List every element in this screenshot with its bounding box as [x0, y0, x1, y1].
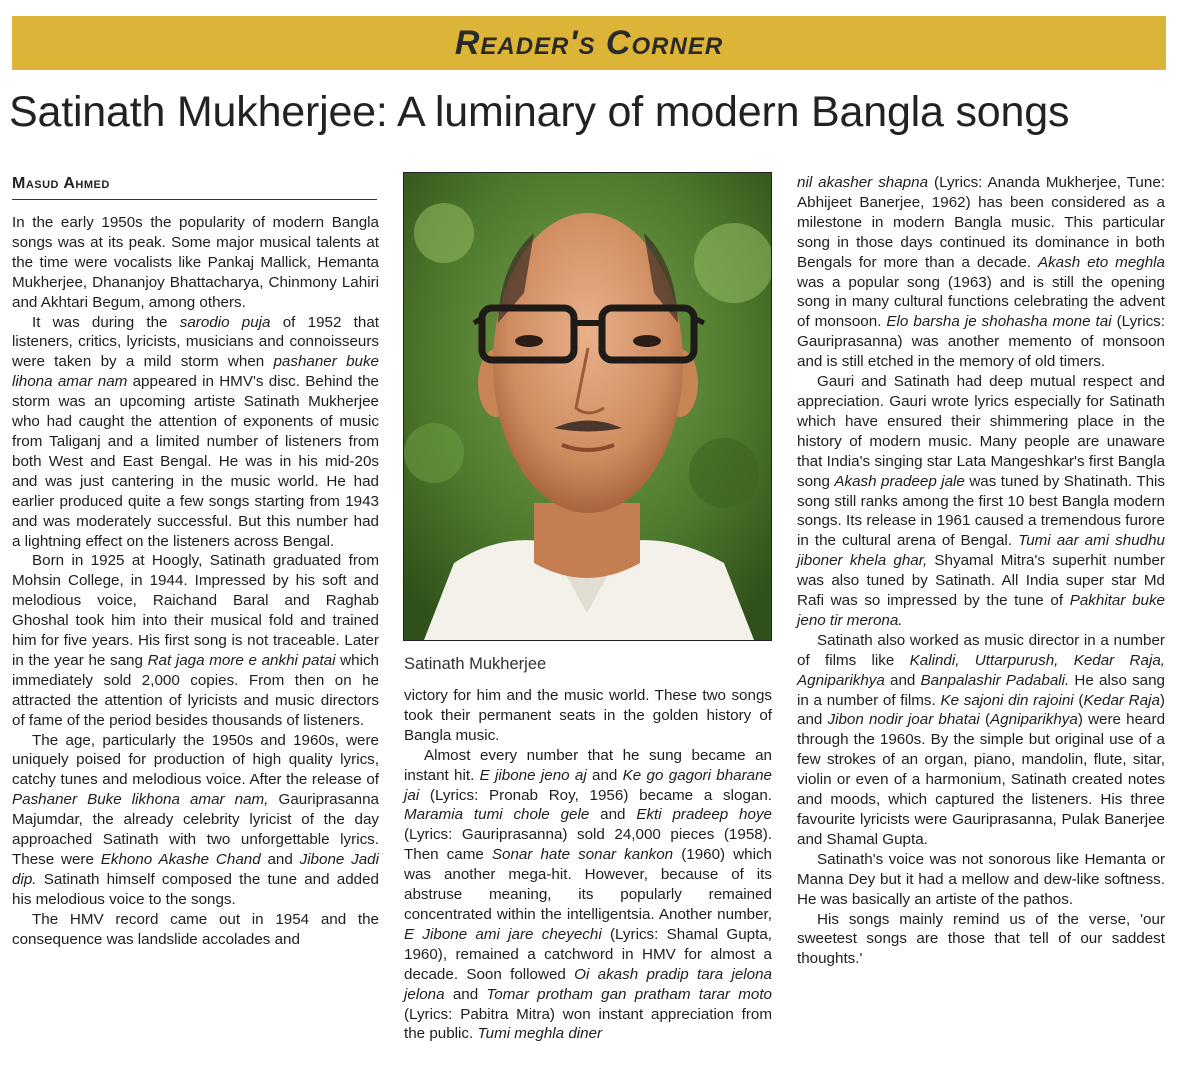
paragraph: victory for him and the music world. These two songs took their permanent seats in the golden history of Bangla music. — [404, 687, 772, 744]
paragraph: Satinath also worked as music director in a number of films like Kalindi, Uttarpurush, Kedar Raja, Agniparikhya and Banpalashir Padabali. He also sang in a number of films. Ke sajoni din rajoini (Kedar Raja) and Jibon nodir joar bhatai (Agniparikhya) were heard through the 1960s. By the simple but original use of a few strokes of an organ, piano, mandolin, flute, sitar, violin or even of a harmonium, Satinath created notes and moods, which captured the listeners. His three favourite lyricists were Gauriprasanna, Pulak Banerjee and Shamal Gupta. — [797, 631, 1166, 848]
paragraph: Satinath's voice was not sonorous like Hemanta or Manna Dey but it had a mellow and dew-like softness. He was basically an artiste of the pathos. — [797, 850, 1165, 908]
section-title: Reader's Corner — [454, 23, 724, 62]
portrait-photo — [403, 172, 772, 641]
paragraph: Born in 1925 at Hoogly, Satinath graduated from Mohsin College, in 1944. Impressed by his soft and melodious voice, Raichand Baral and Raghab Ghoshal took him into their musical fold and trained him for five years. His first song is not traceable. Later in the year he sang Rat jaga more e ankhi patai which immediately sold 2,000 copies. From then on he attracted the attention of lyricists and music directors of fame of the period besides thousands of listeners. — [12, 552, 379, 729]
paragraph: nil akasher shapna (Lyrics: Ananda Mukherjee, Tune: Abhijeet Banerjee, 1962) has been considered as a milestone in modern Bangla music. This particular song in those days continued its dominance in both Bengals for more than a decade. Akash eto meghla was a popular song (1963) and is still the opening song in many cultural functions celebrating the advent of monsoon. Elo barsha je shohasha mone tai (Lyrics: Gauriprasanna) was another memento of monsoon and is still etched in the memory of old timers. — [797, 174, 1165, 371]
paragraph: The age, particularly the 1950s and 1960s, were uniquely poised for production of high quality lyrics, catchy tunes and melodious voice. After the release of Pashaner Buke likhona amar nam, Gauriprasanna Majumdar, the already celebrity lyricist of the day approached Satinath with two unforgettable lyrics. These were Ekhono Akashe Chand and Jibone Jadi dip. Satinath himself composed the tune and added his melodious voice to the songs. — [12, 731, 379, 908]
article-column-1 — [12, 213, 379, 950]
paragraph: The HMV record came out in 1954 and the consequence was landslide accolades and — [12, 910, 379, 948]
paragraph: It was during the sarodio puja of 1952 that listeners, critics, lyricists, musicians and connoisseurs were taken by a mild storm when pashaner buke lihona amar nam appeared in HMV's disc. Behind the storm was an upcoming artiste Satinath Mukherjee who had caught the attention of exponents of music from Taliganj and a limited number of listeners from both West and East Bengal. He was in his mid-20s and was just cantering in the music world. He had earlier produced quite a few songs starting from 1943 and was moderately successful. But this number had a lightning effect on the listeners across Bengal. — [12, 313, 380, 550]
article-column-3 — [797, 173, 1165, 969]
article-column-2 — [404, 686, 772, 1044]
section-banner — [12, 16, 1166, 70]
paragraph: His songs mainly remind us of the verse, 'our sweetest songs are those that tell of our saddest thoughts.' — [797, 910, 1165, 968]
article-headline: Satinath Mukherjee: A luminary of modern Bangla songs — [9, 88, 1070, 136]
paragraph: In the early 1950s the popularity of modern Bangla songs was at its peak. Some major musical talents at the time were vocalists like Pankaj Mallick, Hemanta Mukherjee, Dhananjoy Bhattacharya, Chinmony Lahiri and Akhtari Begum, among others. — [12, 214, 379, 311]
byline: Masud Ahmed — [12, 175, 377, 200]
portrait-illustration — [404, 173, 771, 640]
paragraph: Almost every number that he sung became an instant hit. E jibone jeno aj and Ke go gagori bharane jai (Lyrics: Pronab Roy, 1956) became a slogan. Maramia tumi chole gele and Ekti pradeep hoye (Lyrics: Gauriprasanna) sold 24,000 pieces (1958). Then came Sonar hate sonar kankon (1960) which was another mega-hit. However, because of its abstruse meaning, its popularly remained concentrated within the intelligentsia. Another number, E Jibone ami jare cheyechi (Lyrics: Shamal Gupta, 1960), remained a catchword in HMV for almost a decade. Soon followed Oi akash pradip tara jelona jelona and Tomar protham gan pratham tarar moto (Lyrics: Pabitra Mitra) won instant appreciation from the public. Tumi meghla diner — [404, 746, 772, 1043]
paragraph: Gauri and Satinath had deep mutual respect and appreciation. Gauri wrote lyrics especially for Satinath which have ensured their shimmering place in the history of modern music. Many people are unaware that India's singing star Lata Mangeshkar's first Bangla song Akash pradeep jale was tuned by Shatinath. This song still ranks among the first 10 best Bangla modern songs. Its release in 1961 caused a tremendous furore in the cultural arena of Bengal. Tumi aar ami shudhu jiboner khela ghar, Shyamal Mitra's superhit number was also tuned by Satinath. All India super star Md Rafi was so impressed by the tune of Pakhitar buke jeno tir merona. — [797, 373, 1166, 629]
photo-caption: Satinath Mukherjee — [404, 655, 547, 673]
